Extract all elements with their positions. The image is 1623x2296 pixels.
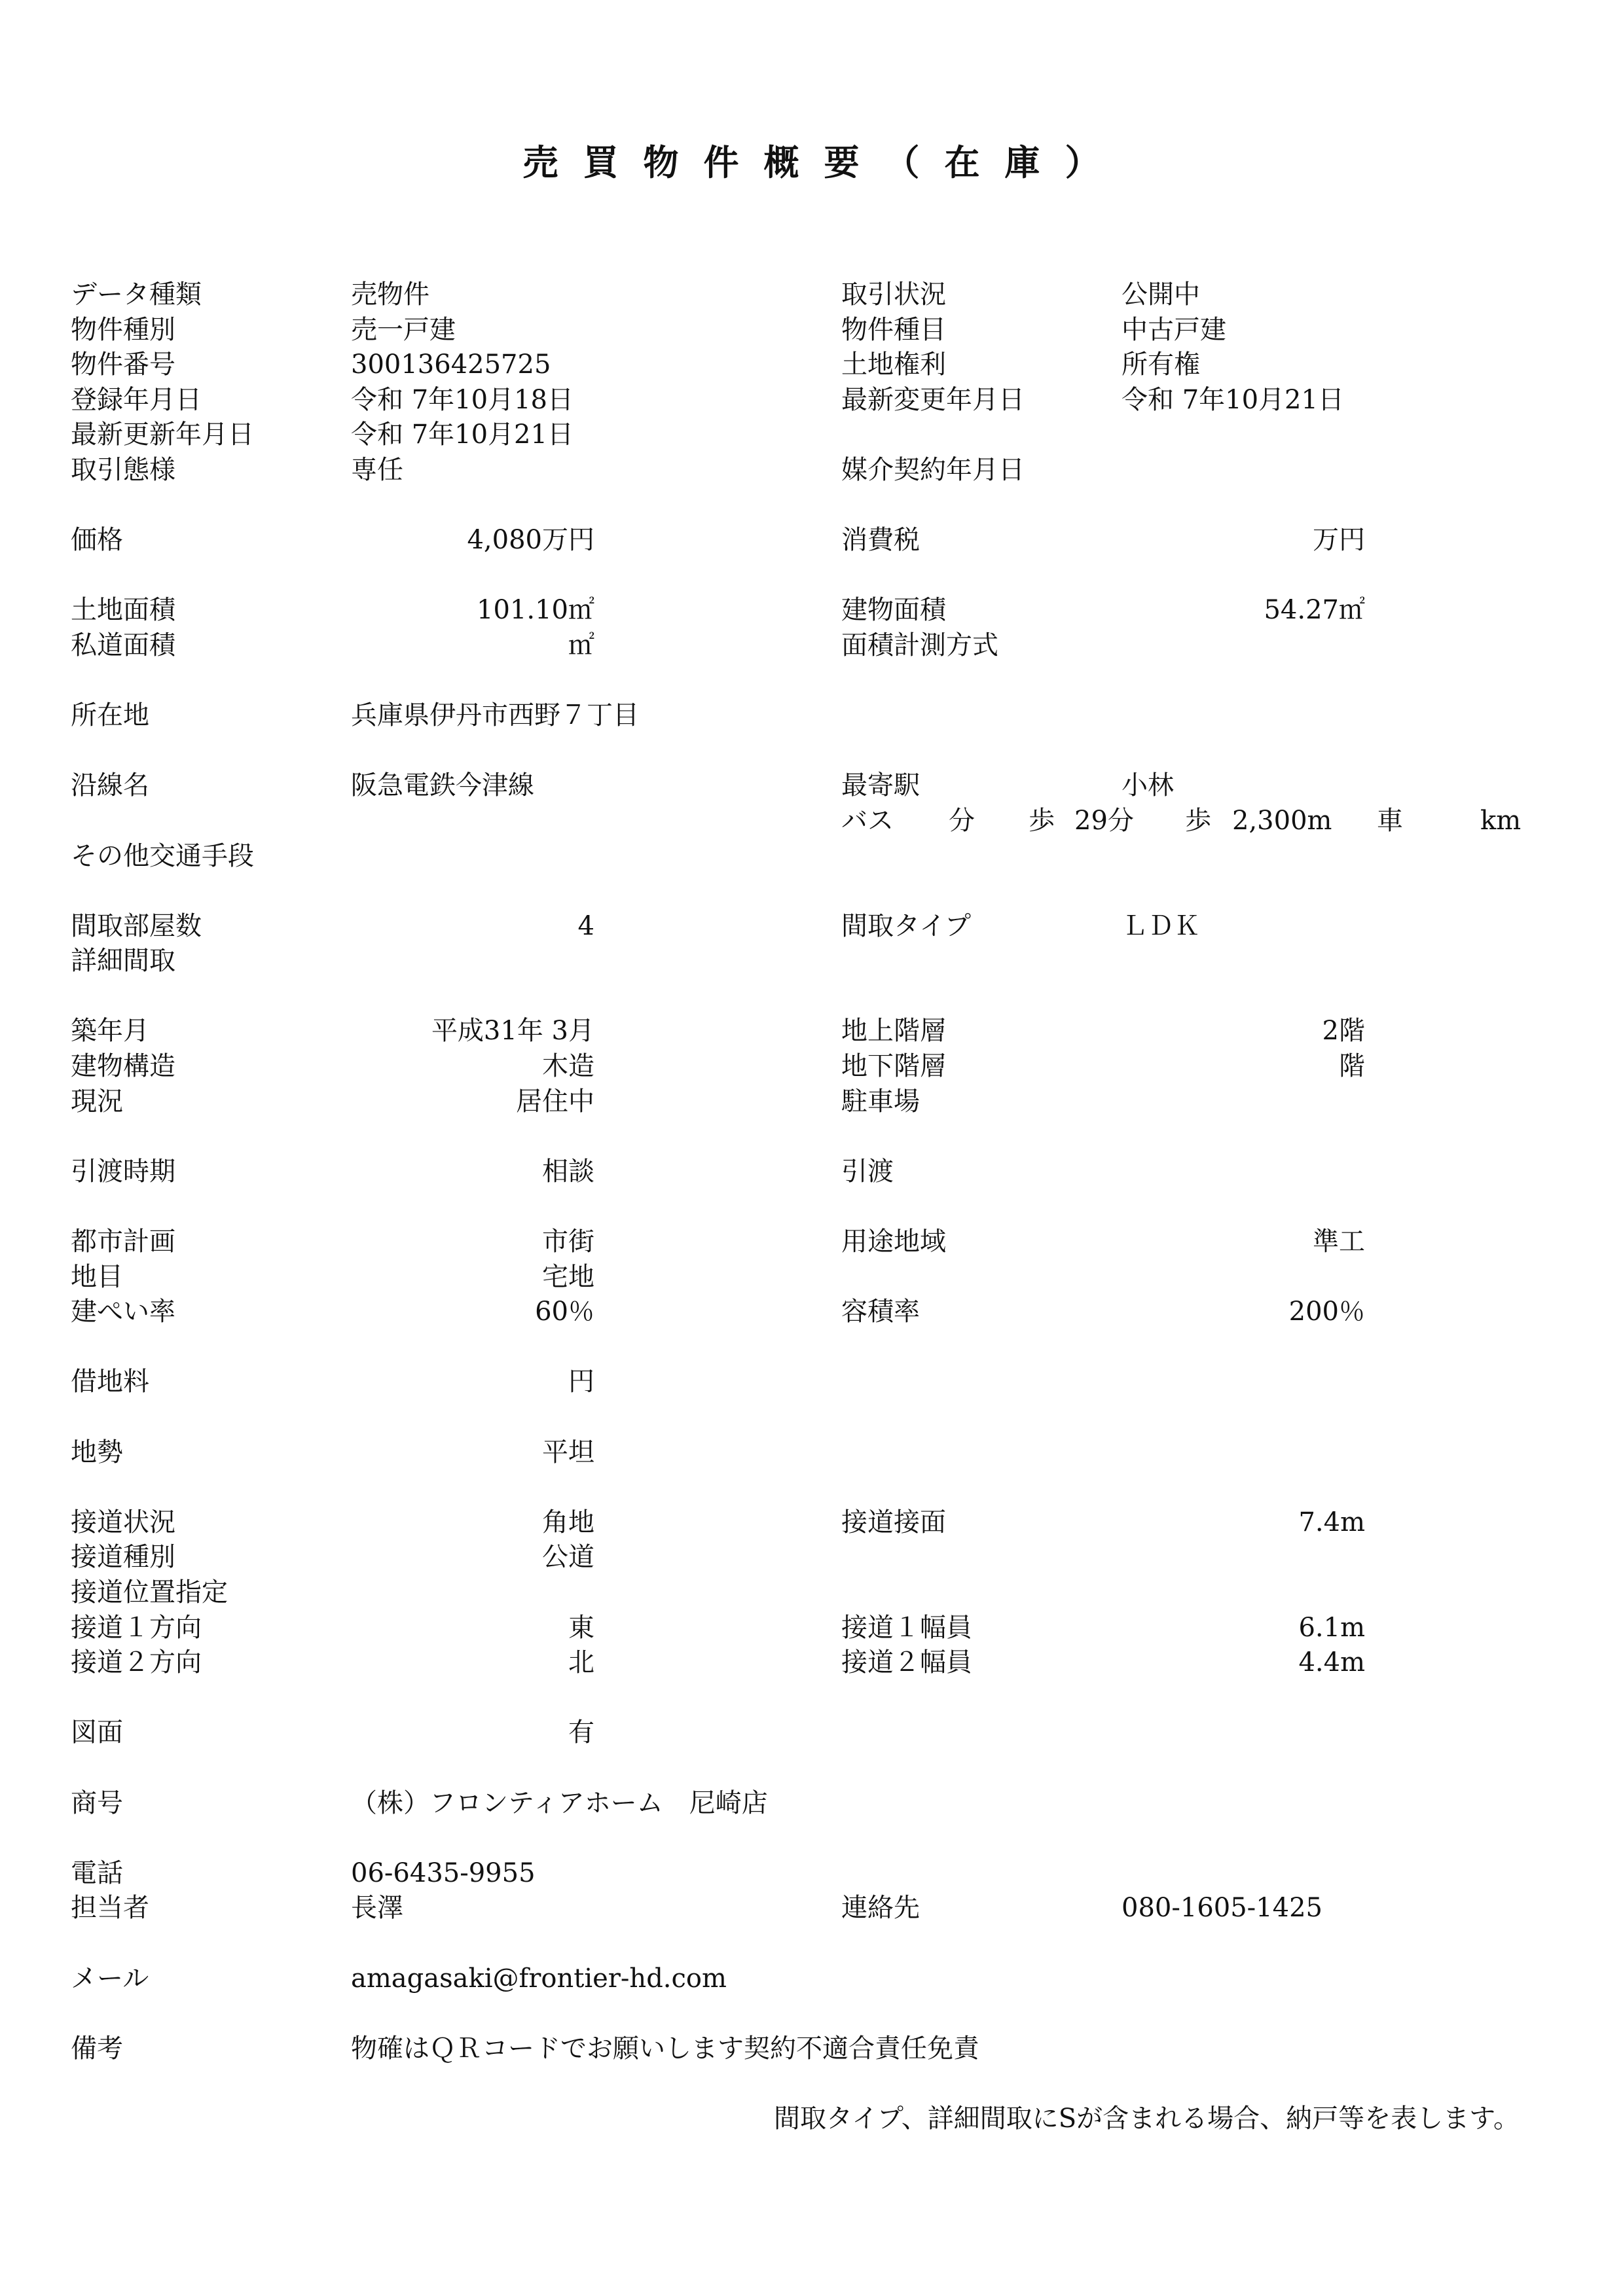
transaction-status-label: 取引状況 xyxy=(841,279,946,310)
road-frontage-value: 7.4m xyxy=(1298,1507,1365,1537)
railway-line-label: 沿線名 xyxy=(71,770,149,801)
transaction-status-value: 公開中 xyxy=(1122,279,1200,310)
terrain-value: 平坦 xyxy=(542,1437,594,1467)
row-transaction-mode xyxy=(0,453,1623,488)
spacer xyxy=(0,2066,1623,2102)
data-type-value: 売物件 xyxy=(351,279,429,310)
road2-direction-value: 北 xyxy=(568,1647,594,1678)
building-coverage-label: 建ぺい率 xyxy=(71,1297,175,1327)
spacer xyxy=(0,1681,1623,1716)
road2-width-value: 4.4m xyxy=(1298,1647,1365,1678)
spacer xyxy=(0,488,1623,524)
handover-label: 引渡 xyxy=(841,1156,894,1187)
other-transport-label: その他交通手段 xyxy=(71,840,254,871)
nearest-station-value: 小林 xyxy=(1122,770,1174,801)
spacer xyxy=(0,664,1623,699)
row-built-date xyxy=(0,1014,1623,1049)
terrain-label: 地勢 xyxy=(71,1437,123,1467)
land-area-value: 101.10㎡ xyxy=(477,595,594,626)
road1-direction-value: 東 xyxy=(568,1612,594,1643)
city-planning-value: 市街 xyxy=(542,1227,594,1257)
row-registration-date xyxy=(0,383,1623,418)
row-terrain xyxy=(0,1435,1623,1471)
land-rights-value: 所有権 xyxy=(1122,350,1200,380)
location-value: 兵庫県伊丹市西野７丁目 xyxy=(351,700,639,731)
price-value: 4,080万円 xyxy=(467,525,594,556)
car-label: 車 xyxy=(1377,805,1403,836)
zoning-label: 用途地域 xyxy=(841,1227,946,1257)
contact-value: 080-1605-1425 xyxy=(1122,1893,1322,1924)
road-type-value: 公道 xyxy=(542,1542,594,1573)
last-changed-label: 最新変更年月日 xyxy=(841,384,1025,415)
contact-label: 連絡先 xyxy=(841,1893,920,1924)
spacer xyxy=(0,979,1623,1014)
property-number-value: 300136425725 xyxy=(351,350,551,380)
building-area-value: 54.27㎡ xyxy=(1264,595,1365,626)
brokerage-contract-date-label: 媒介契約年月日 xyxy=(841,454,1025,485)
spacer xyxy=(0,1470,1623,1505)
bus-label: バス xyxy=(841,805,894,836)
bus-minutes-unit: 分 xyxy=(949,805,975,836)
private-road-area-value: ㎡ xyxy=(568,630,594,660)
row-other-transport xyxy=(0,839,1623,874)
room-count-label: 間取部屋数 xyxy=(71,910,202,941)
walk-label: 歩 xyxy=(1029,805,1055,836)
row-railway-line xyxy=(0,768,1623,804)
phone-label: 電話 xyxy=(71,1857,123,1888)
phone-value: 06-6435-9955 xyxy=(351,1857,536,1888)
row-land-category xyxy=(0,1260,1623,1295)
price-label: 価格 xyxy=(71,525,123,556)
row-data-type xyxy=(0,278,1623,313)
row-staff xyxy=(0,1891,1623,1926)
walk-distance-label: 歩 xyxy=(1185,805,1211,836)
location-label: 所在地 xyxy=(71,700,149,731)
property-class-label: 物件種別 xyxy=(71,314,175,345)
row-property-number xyxy=(0,348,1623,383)
land-area-label: 土地面積 xyxy=(71,595,175,626)
transaction-mode-label: 取引態様 xyxy=(71,454,175,485)
data-type-label: データ種類 xyxy=(71,279,202,310)
structure-label: 建物構造 xyxy=(71,1051,175,1082)
land-category-label: 地目 xyxy=(71,1261,123,1292)
nearest-station-label: 最寄駅 xyxy=(841,770,920,801)
spacer xyxy=(0,1330,1623,1365)
row-road-designation xyxy=(0,1575,1623,1611)
land-rights-label: 土地権利 xyxy=(841,350,946,380)
consumption-tax-value: 万円 xyxy=(1313,525,1365,556)
row-room-count xyxy=(0,909,1623,944)
spacer xyxy=(0,1400,1623,1435)
walk-minutes-value: 29分 xyxy=(1074,805,1134,836)
drawings-value: 有 xyxy=(568,1717,594,1748)
floors-below-label: 地下階層 xyxy=(841,1051,946,1082)
row-city-planning xyxy=(0,1225,1623,1260)
spacer xyxy=(0,1996,1623,2032)
property-number-label: 物件番号 xyxy=(71,350,175,380)
private-road-area-label: 私道面積 xyxy=(71,630,175,660)
walk-distance-value: 2,300m xyxy=(1232,805,1332,836)
parking-label: 駐車場 xyxy=(841,1086,920,1117)
floor-plan-detail-label: 詳細間取 xyxy=(71,946,175,977)
row-floor-plan-detail xyxy=(0,944,1623,979)
car-distance-unit: km xyxy=(1480,805,1522,836)
land-rent-value: 円 xyxy=(568,1367,594,1397)
road1-width-value: 6.1m xyxy=(1298,1612,1365,1643)
registration-date-value: 令和 7年10月18日 xyxy=(351,384,574,415)
floor-area-ratio-label: 容積率 xyxy=(841,1297,920,1327)
spacer xyxy=(0,734,1623,769)
consumption-tax-label: 消費税 xyxy=(841,525,920,556)
road-frontage-label: 接道接面 xyxy=(841,1507,946,1537)
spacer xyxy=(0,558,1623,594)
layout-type-value: ＬＤＫ xyxy=(1122,910,1200,941)
staff-label: 担当者 xyxy=(71,1893,149,1924)
floors-above-label: 地上階層 xyxy=(841,1016,946,1047)
last-updated-value: 令和 7年10月21日 xyxy=(351,420,574,450)
email-label: メール xyxy=(71,1963,149,1994)
page-title: 売買物件概要（在庫） xyxy=(522,141,1125,183)
built-date-label: 築年月 xyxy=(71,1016,149,1047)
row-property-class xyxy=(0,313,1623,348)
row-road1 xyxy=(0,1611,1623,1646)
floors-below-value: 階 xyxy=(1339,1051,1365,1082)
row-road2 xyxy=(0,1645,1623,1681)
row-email xyxy=(0,1962,1623,1997)
property-fields xyxy=(0,278,1623,2136)
room-count-value: 4 xyxy=(577,910,594,941)
company-value: （株）フロンティアホーム 尼崎店 xyxy=(351,1787,768,1818)
row-drawings xyxy=(0,1715,1623,1751)
row-private-road-area xyxy=(0,628,1623,664)
structure-value: 木造 xyxy=(542,1051,594,1082)
handover-timing-value: 相談 xyxy=(542,1156,594,1187)
zoning-value: 準工 xyxy=(1313,1227,1365,1257)
company-label: 商号 xyxy=(71,1787,123,1818)
drawings-label: 図面 xyxy=(71,1717,123,1748)
row-current-status xyxy=(0,1085,1623,1120)
row-road-access xyxy=(0,1505,1623,1541)
built-date-value: 平成31年 3月 xyxy=(431,1016,594,1047)
footnote: 間取タイプ、詳細間取にSが含まれる場合、納戸等を表します。 xyxy=(773,2103,1520,2134)
land-rent-label: 借地料 xyxy=(71,1367,149,1397)
row-road-type xyxy=(0,1540,1623,1575)
row-phone xyxy=(0,1856,1623,1892)
current-status-label: 現況 xyxy=(71,1086,123,1117)
road1-direction-label: 接道１方向 xyxy=(71,1612,202,1643)
building-area-label: 建物面積 xyxy=(841,595,946,626)
staff-value: 長澤 xyxy=(351,1893,403,1924)
road2-direction-label: 接道２方向 xyxy=(71,1647,202,1678)
remarks-label: 備考 xyxy=(71,2033,123,2064)
row-land-rent xyxy=(0,1365,1623,1400)
railway-line-value: 阪急電鉄今津線 xyxy=(351,770,534,801)
row-location xyxy=(0,698,1623,734)
last-updated-label: 最新更新年月日 xyxy=(71,420,254,450)
land-category-value: 宅地 xyxy=(542,1261,594,1292)
spacer xyxy=(0,1821,1623,1856)
floors-above-value: 2階 xyxy=(1322,1016,1365,1047)
road-access-label: 接道状況 xyxy=(71,1507,175,1537)
floor-area-ratio-value: 200％ xyxy=(1288,1297,1365,1327)
building-coverage-value: 60％ xyxy=(535,1297,594,1327)
road-designation-label: 接道位置指定 xyxy=(71,1577,228,1607)
row-price xyxy=(0,523,1623,558)
property-type-value: 中古戸建 xyxy=(1122,314,1226,345)
transaction-mode-value: 専任 xyxy=(351,454,403,485)
row-building-coverage xyxy=(0,1295,1623,1330)
email-value: amagasaki@frontier-hd.com xyxy=(351,1963,727,1994)
row-handover-timing xyxy=(0,1155,1623,1190)
remarks-value: 物確はＱＲコードでお願いします契約不適合責任免責 xyxy=(351,2033,979,2064)
last-changed-value: 令和 7年10月21日 xyxy=(1122,384,1344,415)
property-type-label: 物件種目 xyxy=(841,314,946,345)
spacer xyxy=(0,1119,1623,1155)
road-access-value: 角地 xyxy=(542,1507,594,1537)
current-status-value: 居住中 xyxy=(516,1086,594,1117)
row-access xyxy=(0,804,1623,839)
row-remarks xyxy=(0,2032,1623,2067)
row-structure xyxy=(0,1049,1623,1085)
property-class-value: 売一戸建 xyxy=(351,314,456,345)
row-last-updated xyxy=(0,418,1623,453)
road-type-label: 接道種別 xyxy=(71,1542,175,1573)
layout-type-label: 間取タイプ xyxy=(841,910,971,941)
spacer xyxy=(0,1751,1623,1786)
road2-width-label: 接道２幅員 xyxy=(841,1647,972,1678)
handover-timing-label: 引渡時期 xyxy=(71,1156,175,1187)
row-company xyxy=(0,1786,1623,1821)
area-measurement-label: 面積計測方式 xyxy=(841,630,998,660)
spacer xyxy=(0,874,1623,909)
spacer xyxy=(0,1926,1623,1962)
registration-date-label: 登録年月日 xyxy=(71,384,202,415)
road1-width-label: 接道１幅員 xyxy=(841,1612,972,1643)
spacer xyxy=(0,1189,1623,1225)
row-land-area xyxy=(0,593,1623,628)
city-planning-label: 都市計画 xyxy=(71,1227,175,1257)
row-footnote xyxy=(0,2102,1623,2137)
